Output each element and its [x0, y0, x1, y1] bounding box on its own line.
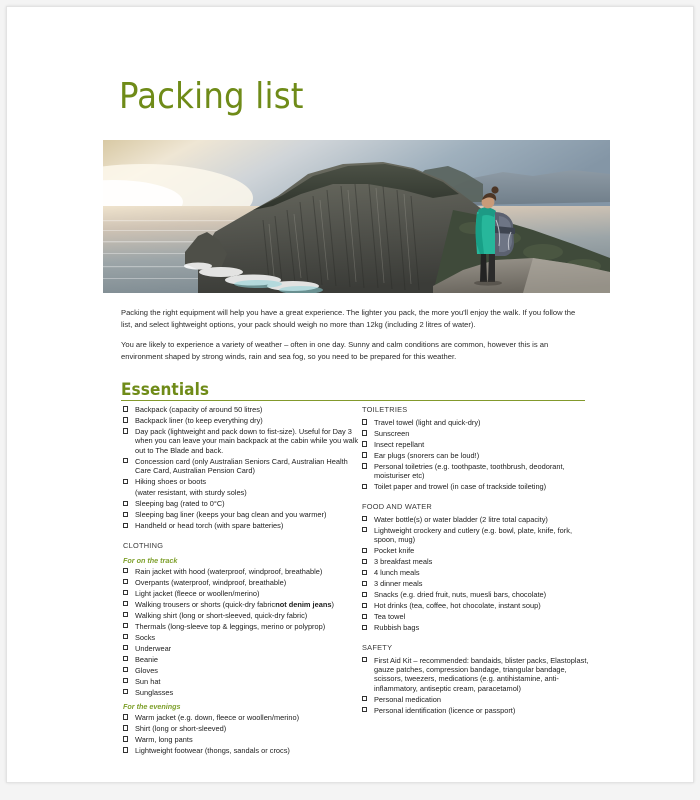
- safety-checklist: [362, 656, 594, 716]
- checklist-item[interactable]: [123, 589, 363, 598]
- checklist-item-label: Water bottle(s) or water bladder (2 litre total capacity): [374, 514, 548, 524]
- clothing-on-track-checklist: [123, 567, 363, 697]
- checklist-item-label: Sleeping bag liner (keeps your bag clean and you warmer): [135, 510, 327, 520]
- checklist-item[interactable]: [123, 677, 363, 686]
- essentials-heading: Essentials: [121, 380, 210, 400]
- checklist-item[interactable]: [123, 622, 363, 631]
- checklist-item[interactable]: [362, 526, 594, 545]
- checklist-item[interactable]: [123, 578, 363, 587]
- checkbox-icon[interactable]: [362, 484, 367, 489]
- checkbox-icon[interactable]: [362, 603, 367, 608]
- checklist-item[interactable]: [362, 706, 594, 715]
- toiletries-group-title: TOILETRIES: [362, 405, 408, 414]
- checklist-item-label: Lightweight footwear (thongs, sandals or crocs): [135, 746, 290, 756]
- checkbox-icon[interactable]: [362, 570, 367, 575]
- checkbox-icon[interactable]: [123, 725, 128, 730]
- food-and-water-group-title: FOOD AND WATER: [362, 501, 433, 511]
- checklist-item[interactable]: [362, 579, 594, 588]
- checklist-item[interactable]: [362, 546, 594, 555]
- checkbox-icon[interactable]: [123, 458, 128, 463]
- checklist-item[interactable]: [362, 590, 594, 599]
- checklist-item[interactable]: [362, 451, 594, 460]
- checklist-item-label: Hot drinks (tea, coffee, hot chocolate, instant soup): [374, 601, 541, 611]
- checklist-item-label: Ear plugs (snorers can be loud!): [374, 451, 480, 460]
- checklist-item[interactable]: [362, 557, 594, 566]
- checklist-item-label: Warm jacket (e.g. down, fleece or woollen/merino): [135, 713, 300, 723]
- checklist-item-label: Socks: [135, 632, 156, 642]
- checkbox-icon[interactable]: [123, 601, 128, 606]
- checklist-item-walking-trousers[interactable]: [123, 600, 363, 609]
- checklist-item[interactable]: [123, 405, 363, 414]
- checklist-item[interactable]: [123, 477, 363, 486]
- clothing-evenings-label: For the evenings: [123, 702, 181, 712]
- checklist-item[interactable]: [123, 567, 363, 576]
- checkbox-icon[interactable]: [123, 590, 128, 595]
- safety-group-title: SAFETY: [362, 642, 393, 652]
- checklist-item-label: Walking shirt (long or short-sleeved, quick-dry fabric): [135, 610, 308, 620]
- checkbox-icon[interactable]: [362, 559, 367, 564]
- checklist-item-label: Lightweight crockery and cutlery (e.g. bowl, plate, knife, fork, spoon, mug): [374, 525, 572, 545]
- checklist-item[interactable]: [362, 482, 594, 491]
- checklist-item[interactable]: [362, 568, 594, 577]
- checkbox-icon[interactable]: [123, 645, 128, 650]
- checkbox-icon[interactable]: [123, 656, 128, 661]
- checklist-item[interactable]: [123, 611, 363, 620]
- checklist-item[interactable]: [123, 666, 363, 675]
- checklist-item-label: Hiking shoes or boots: [135, 477, 207, 487]
- checklist-item-label: Sunscreen: [374, 429, 410, 438]
- intro-paragraph-2: You are likely to experience a variety of weather – often in one day. Sunny and calm conditions are common, however this is an environment shaped by strong winds, rain and sea fog, so you need to be prepared for this weather.: [121, 340, 549, 361]
- checklist-item-label: Overpants (waterproof, windproof, breathable): [135, 577, 287, 587]
- checkbox-icon[interactable]: [123, 714, 128, 719]
- heading-divider-rule: [121, 400, 585, 401]
- checklist-item-label: Light jacket (fleece or woollen/merino): [135, 588, 260, 598]
- checkbox-icon[interactable]: [362, 581, 367, 586]
- checkbox-icon[interactable]: [123, 736, 128, 741]
- checklist-item[interactable]: [123, 724, 363, 733]
- checklist-item-label: Snacks (e.g. dried fruit, nuts, muesli bars, chocolate): [374, 590, 547, 600]
- checklist-item[interactable]: [123, 633, 363, 642]
- checkbox-icon[interactable]: [123, 678, 128, 683]
- checklist-item-label: Pocket knife: [374, 546, 415, 556]
- checkbox-icon[interactable]: [362, 441, 367, 446]
- checkbox-icon[interactable]: [123, 634, 128, 639]
- toiletries-checklist: [362, 418, 594, 492]
- checklist-item-label: 3 dinner meals: [374, 579, 423, 589]
- checklist-item-label: Personal identification (licence or passport): [374, 705, 516, 715]
- clothing-evenings-checklist: [123, 713, 363, 755]
- hero-photo: [103, 140, 610, 293]
- checkbox-icon[interactable]: [123, 479, 128, 484]
- checkbox-icon[interactable]: [123, 523, 128, 528]
- checkbox-icon[interactable]: [362, 592, 367, 597]
- checklist-item-label: Warm, long pants: [135, 735, 193, 745]
- checklist-item[interactable]: [362, 515, 594, 524]
- checklist-item-label: Gloves: [135, 665, 159, 675]
- checklist-item[interactable]: [123, 644, 363, 653]
- checklist-item-label: 4 lunch meals: [374, 568, 420, 578]
- checklist-item-label: Backpack (capacity of around 50 litres): [135, 405, 263, 414]
- intro-text: [121, 307, 583, 371]
- checkbox-icon[interactable]: [123, 689, 128, 694]
- checkbox-icon[interactable]: [362, 625, 367, 630]
- checklist-item[interactable]: [362, 695, 594, 704]
- checkbox-icon[interactable]: [362, 452, 367, 457]
- checklist-item-label: First Aid Kit – recommended: bandaids, blister packs, Elastoplast, gauze patches, compression bandage, triangular bandage, scissors, tweezers, medications (e.g. antihistamine, anti-inflammatory, antiseptic cream, paracetamol): [374, 655, 589, 693]
- checkbox-icon[interactable]: [362, 527, 367, 532]
- checklist-item-label: Thermals (long-sleeve top & leggings, merino or polyprop): [135, 621, 326, 631]
- checkbox-icon[interactable]: [362, 419, 367, 424]
- walking-trousers-prefix: Walking trousers or shorts (quick-dry fabric: [135, 599, 276, 609]
- hero-photo-illustration: [103, 140, 610, 293]
- checklist-item[interactable]: [123, 510, 363, 519]
- checklist-item-label: Insect repellant: [374, 440, 425, 449]
- checklist-item-label: Personal toiletries (e.g. toothpaste, toothbrush, deodorant, moisturiser etc): [374, 462, 565, 481]
- checklist-item[interactable]: [362, 623, 594, 632]
- checkbox-icon[interactable]: [362, 696, 367, 701]
- checklist-item[interactable]: [123, 521, 363, 530]
- essentials-checklist: [123, 405, 363, 531]
- checkbox-icon[interactable]: [123, 406, 128, 411]
- checklist-item[interactable]: [123, 713, 363, 722]
- checkbox-icon[interactable]: [123, 568, 128, 573]
- checklist-item-label: Tea towel: [374, 612, 406, 622]
- checklist-item[interactable]: [123, 735, 363, 744]
- checkbox-icon[interactable]: [123, 512, 128, 517]
- checklist-item[interactable]: [123, 499, 363, 508]
- checkbox-icon[interactable]: [362, 516, 367, 521]
- checkbox-icon[interactable]: [362, 548, 367, 553]
- checklist-item-label: Backpack liner (to keep everything dry): [135, 416, 263, 425]
- checklist-item[interactable]: [123, 416, 363, 425]
- walking-trousers-emphasis: not denim jeans: [275, 599, 332, 609]
- checkbox-icon[interactable]: [123, 501, 128, 506]
- checklist-item[interactable]: [123, 655, 363, 664]
- checklist-item-label: Beanie: [135, 654, 159, 664]
- intro-paragraph-1: Packing the right equipment will help you have a great experience. The lighter you pack, the more you'll enjoy the walk. If you follow the list, and select lightweight options, your pack should weigh no more than 12kg (including 2 litres of water).: [121, 308, 576, 329]
- checklist-item-label: Sunglasses: [135, 687, 174, 697]
- checklist-item-label: Travel towel (light and quick-dry): [374, 418, 481, 427]
- checkbox-icon[interactable]: [123, 612, 128, 617]
- checkbox-icon[interactable]: [362, 707, 367, 712]
- checkbox-icon[interactable]: [362, 430, 367, 435]
- checklist-item[interactable]: [362, 612, 594, 621]
- checklist-item[interactable]: [362, 418, 594, 427]
- checklist-item-label: Concession card (only Australian Seniors Card, Australian Health Care Card, Australian Pension Card): [135, 456, 348, 476]
- checklist-item-label: Shirt (long or short-sleeved): [135, 724, 227, 734]
- checklist-item[interactable]: [362, 440, 594, 449]
- checkbox-icon[interactable]: [123, 428, 128, 433]
- checkbox-icon[interactable]: [123, 667, 128, 672]
- checklist-item-label: Sleeping bag (rated to 0°C): [135, 499, 225, 509]
- checklist-item[interactable]: [123, 688, 363, 697]
- checklist-item[interactable]: [123, 457, 363, 476]
- checkbox-icon[interactable]: [123, 747, 128, 752]
- clothing-on-track-label: For on the track: [123, 555, 178, 565]
- checkbox-icon[interactable]: [362, 657, 367, 662]
- checkbox-icon[interactable]: [362, 614, 367, 619]
- checklist-item-label: Underwear: [135, 643, 172, 653]
- checklist-item[interactable]: [123, 427, 363, 455]
- checkbox-icon[interactable]: [123, 417, 128, 422]
- checkbox-icon[interactable]: [123, 623, 128, 628]
- checklist-item-label: Rubbish bags: [374, 623, 420, 633]
- checklist-item-label: Day pack (lightweight and pack down to fist-size). Useful for Day 3 when you can leave your main backpack at the cabin while you walk out to The Blade and back.: [135, 427, 359, 455]
- document-sheet: [6, 6, 694, 783]
- checkbox-icon[interactable]: [123, 579, 128, 584]
- page-title: Packing list: [119, 76, 304, 117]
- checklist-item[interactable]: [123, 746, 363, 755]
- left-column: [123, 405, 363, 757]
- hiking-shoes-note: (water resistant, with sturdy soles): [135, 488, 247, 498]
- checklist-item-label: Rain jacket with hood (waterproof, windproof, breathable): [135, 566, 323, 576]
- checklist-item[interactable]: [362, 656, 594, 694]
- checklist-item-note: [123, 488, 363, 497]
- walking-trousers-suffix: ): [331, 599, 334, 609]
- checklist-item-label: Personal medication: [374, 694, 441, 704]
- right-column: [362, 405, 594, 717]
- checklist-item-label: 3 breakfast meals: [374, 557, 433, 567]
- food-and-water-checklist: [362, 515, 594, 633]
- checklist-item[interactable]: [362, 462, 594, 481]
- checklist-item[interactable]: [362, 601, 594, 610]
- checklist-item[interactable]: [362, 429, 594, 438]
- checkbox-icon[interactable]: [362, 463, 367, 468]
- checklist-item-label: Sun hat: [135, 676, 161, 686]
- checklist-item-label: Handheld or head torch (with spare batteries): [135, 521, 284, 531]
- clothing-group-title: CLOTHING: [123, 540, 164, 550]
- checklist-item-label: Toilet paper and trowel (in case of trackside toileting): [374, 482, 547, 492]
